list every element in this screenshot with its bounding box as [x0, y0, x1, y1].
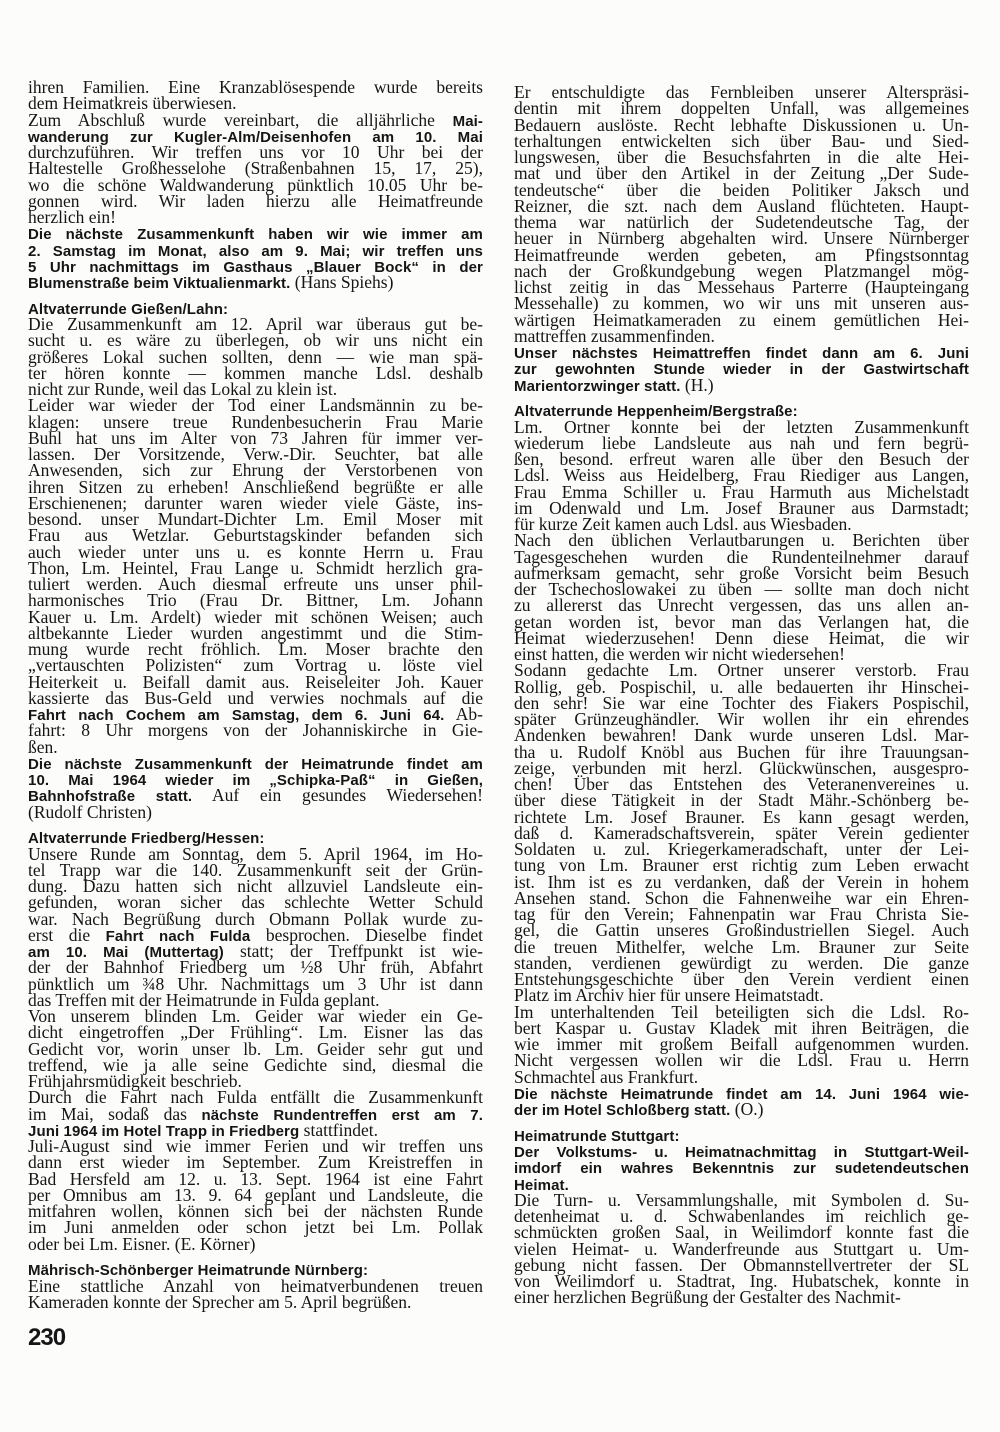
- body-text: detenheimat u. d. Schwabenlandes im reichlich ge-: [514, 1206, 969, 1226]
- bold-text: Fahrt nach Fulda: [105, 927, 251, 945]
- body-text: tendeutsche“ über die beiden Politiker Jaksch und: [514, 179, 969, 200]
- body-text: mat und über den Artikel in der Zeitung „Der Sude-: [514, 163, 969, 184]
- body-text: im Mai, sodaß das: [28, 1103, 202, 1124]
- body-text: das Treffen mit der Heimatrunde in Fulda geplant.: [28, 989, 380, 1010]
- paragraph: [514, 532, 969, 662]
- body-text: standen, verdienen gewürdigt zu werden. Die ganze: [514, 952, 969, 973]
- body-text: Platz im Archiv hier für unsere Heimatstadt.: [514, 985, 824, 1006]
- bold-text: Unser nächstes Heimattreffen findet dann am 6. Juni: [514, 345, 969, 362]
- bold-text: am 10. Mai (Muttertag): [28, 944, 224, 961]
- body-text: tag für den Verein; Fahnenpatin war Frau Christa Sie-: [514, 904, 969, 924]
- body-text: daß d. Kameradschaftsverein, später Verein gedienter: [514, 822, 969, 843]
- body-text: Heimat wiederzusehen! Denn diese Heimat, die wir: [514, 627, 969, 648]
- section-heading: [514, 1127, 969, 1143]
- paragraph: [28, 1138, 483, 1252]
- body-text: Buhl hat uns im Alter von 73 Jahren für immer ver-: [28, 427, 483, 448]
- text-line: [28, 1291, 483, 1312]
- body-text: gefunden, woran sicher das schlechte Wetter Schuld: [28, 892, 483, 913]
- bold-text: der im Hotel Schloßberg statt.: [514, 1102, 731, 1119]
- text-line: [28, 242, 483, 258]
- text-line: [28, 755, 483, 771]
- body-text: wie immer mit großem Beifall aufgenommen wurden.: [514, 1034, 969, 1054]
- body-text: Zum Abschluß wurde vereinbart, die alljährliche: [28, 109, 453, 130]
- body-text: altbekannte Lieder wurden angestimmt und die Stim-: [28, 622, 483, 643]
- body-text: dann erst wieder im September. Zum Kreistreffen in: [28, 1152, 483, 1173]
- body-text: terhaltungen entwickelten sich über Bau- und Sied-: [514, 130, 969, 151]
- text-line: [28, 274, 483, 290]
- text-line: [514, 344, 969, 360]
- body-text: Von unserem blinden Lm. Geider war wieder ein Ge-: [28, 1006, 483, 1026]
- body-text: kassierte das Bus-Geld und verwies nochmals auf die: [28, 687, 483, 708]
- body-text: Bad Hersfeld am 12. u. 13. Sept. 1964 ist eine Fahrt: [28, 1168, 483, 1189]
- body-text: wo die schöne Waldwanderung pünktlich 10.05 Uhr be-: [28, 174, 483, 195]
- text-line: [514, 1143, 969, 1159]
- bold-text: wanderung zur Kugler-Alm/Deisenhofen am 10. Mai: [28, 128, 483, 146]
- body-text: durchzuführen. Wir treffen uns vor 10 Uhr bei der: [28, 142, 483, 162]
- body-text: der der Bahnhof Friedberg um ½8 Uhr früh, Abfahrt: [28, 957, 483, 978]
- body-text: oder bei Lm. Eisner. (E. Körner): [28, 1233, 256, 1254]
- body-text: Kauer u. Lm. Ardelt) wieder mit schönen Weisen; auch: [28, 606, 483, 627]
- body-text: herzlich ein!: [28, 207, 116, 227]
- body-text: besprochen. Dieselbe findet: [250, 924, 483, 945]
- text-line: [28, 225, 483, 244]
- paragraph: [514, 1001, 969, 1087]
- body-text: stattfindet.: [299, 1119, 378, 1140]
- body-text: Die Turn- u. Versammlungshalle, mit Symbolen d. Su-: [514, 1189, 969, 1210]
- body-text: gebung nicht fassen. Der Obmannstellvertreter der SL: [514, 1254, 969, 1275]
- paragraph: [28, 1089, 483, 1138]
- body-text: Anwesenden, sich zur Ehrung der Verstorbenen von: [28, 460, 483, 481]
- body-text: Nicht vergessen wollen wir die Ldsl. Frau u. Herrn: [514, 1050, 969, 1071]
- body-text: zeige, verbunden mit herzl. Glückwünschen, ausgespro-: [514, 757, 969, 778]
- body-text: wärtigen Heimatkameraden zu einem gemütlichen Hei-: [514, 309, 969, 330]
- paragraph: [28, 1008, 483, 1089]
- body-text: Frau Emma Schiller u. Frau Harmuth aus Michelstadt: [514, 481, 969, 502]
- body-text: (Rudolf Christen): [28, 801, 152, 822]
- body-text: größeres Lokal suchen sollten, denn — wie man spä-: [28, 346, 483, 367]
- paragraph: [28, 843, 483, 1010]
- text-line: [514, 1159, 969, 1178]
- body-text: im Juni anmelden oder schon jetzt bei Lm. Pollak: [28, 1217, 483, 1238]
- body-text: einst hatten, die werden wir nicht wiedersehen!: [514, 644, 845, 664]
- text-line: [28, 1233, 483, 1254]
- body-text: Messehalle) zu kommen, wo wir uns mit unseren aus-: [514, 293, 969, 314]
- text-line: [28, 687, 483, 708]
- body-text: aufmerksam gemacht, sehr große Vorsicht beim Besuch: [514, 562, 969, 583]
- body-text: mitfahren wollen, können sich bei der nächsten Runde: [28, 1201, 483, 1221]
- body-text: im Odenwald und Lm. Josef Brauner aus Darmstadt;: [514, 497, 969, 518]
- body-text: nach der Großkundgebung wegen Platzmangel mög-: [514, 260, 969, 281]
- body-text: (H.): [680, 374, 714, 395]
- body-text: ihren Familien. Eine Kranzablösespende wurde bereits: [28, 77, 483, 97]
- paragraph: [514, 660, 969, 1006]
- bold-text: Heimat.: [514, 1176, 569, 1194]
- body-text: auch wieder unter uns u. es konnte Herrn u. Frau: [28, 541, 483, 562]
- body-text: Lm. Ortner konnte bei der letzten Zusammenkunft: [514, 416, 969, 437]
- body-text: zu allererst das Unrecht vergessen, das uns allen an-: [514, 595, 969, 616]
- bold-text: Mährisch-Schönberger Heimatrunde Nürnberg:: [28, 1262, 369, 1280]
- body-text: dem Heimatkreis überwiesen.: [28, 93, 237, 114]
- paragraph: [514, 1085, 969, 1118]
- body-text: Erschienenen; darunter waren wieder viele Gäste, ins-: [28, 492, 483, 513]
- body-text: thema war natürlich der Sudetendeutsche Tag, der: [514, 212, 969, 232]
- body-text: Frühjahrsmüdigkeit beschrieb.: [28, 1071, 242, 1091]
- body-text: war. Nach Begrüßung durch Obmann Pollak wurde zu-: [28, 908, 483, 929]
- body-text: mung wurde recht fröhlich. Lm. Moser brachte den: [28, 639, 483, 659]
- body-text: treffend, wie ja alle seine Gedichte sind, diesmal die: [28, 1054, 483, 1075]
- body-text: Schmachtel aus Frankfurt.: [514, 1066, 699, 1087]
- text-line: [28, 801, 483, 822]
- paragraph: [28, 755, 483, 820]
- body-text: ist. Ihm ist es zu verdanken, daß der Verein in hohem: [514, 871, 969, 892]
- paragraph: [28, 316, 483, 397]
- bold-text: Marientorzwinger statt.: [514, 377, 681, 395]
- body-text: Heimatfreunde werden gebeten, am Pfingstsonntag: [514, 244, 969, 265]
- body-text: (Hans Spiehs): [290, 272, 394, 292]
- paragraph: [514, 84, 969, 344]
- body-text: per Omnibus am 13. 9. 64 geplant und Landsleute, die: [28, 1184, 483, 1205]
- body-text: Juli-August sind wie immer Ferien und wir treffen uns: [28, 1136, 483, 1156]
- body-text: Tagesgeschehen wurden die Rundenteilnehmer darauf: [514, 546, 969, 567]
- body-text: Entstehungsgeschichte über den Verein verdient einen: [514, 969, 969, 989]
- body-text: Heiterkeit u. Beifall damit aus. Reiseleiter Joh. Kauer: [28, 671, 483, 692]
- body-text: nicht zur Runde, weil das Lokal zu klein ist.: [28, 379, 338, 399]
- body-text: Die Zusammenkunft am 12. April war überaus gut be-: [28, 314, 483, 334]
- body-text: gonnen wird. Wir laden hierzu alle Heimatfreunde: [28, 190, 483, 211]
- body-text: lichst zeitig in das Messehaus Parterre (Haupteingang: [514, 277, 969, 297]
- paragraph: [514, 344, 969, 393]
- body-text: Frau aus Wetzlar. Geburtstagskinder befanden sich: [28, 525, 483, 546]
- body-text: wiederum liebe Landsleute aus nah und fern begrü-: [514, 432, 969, 453]
- body-text: die treuen Mithelfer, welche Lm. Brauner zur Seite: [514, 936, 969, 957]
- body-text: getan worden ist, bevor man das Verlangen hat, die: [514, 611, 969, 632]
- text-line: [28, 109, 483, 130]
- paragraph: [28, 79, 483, 112]
- body-text: Er entschuldigte das Fernbleiben unserer Alterspräsi-: [514, 82, 969, 102]
- body-text: dicht eingetroffen „Der Frühling“. Lm. Eisner las das: [28, 1022, 483, 1043]
- body-text: tha u. Rudolf Knöbl aus Buchen für ihre Trauungsan-: [514, 741, 969, 762]
- paragraph: [514, 416, 969, 534]
- body-text: tel Trapp war die 140. Zusammenkunft seit der Grün-: [28, 859, 483, 880]
- body-text: „vertauschten Polizisten“ zum Vortrag u. löste viel: [28, 655, 483, 676]
- body-text: Reizner, die szt. nach dem Ausland flüchteten. Haupt-: [514, 195, 969, 216]
- bold-text: imdorf ein wahres Bekenntnis zur sudetendeutschen: [514, 1160, 969, 1178]
- body-text: schmückten großen Saal, in Weilimdorf konnte fast die: [514, 1222, 969, 1243]
- bold-text: Altvaterrunde Heppenheim/Bergstraße:: [514, 403, 798, 421]
- column-right: [514, 84, 969, 1306]
- text-line: [28, 258, 483, 274]
- text-line: [28, 720, 483, 741]
- body-text: Durch die Fahrt nach Fulda entfällt die Zusammenkunft: [28, 1087, 483, 1108]
- bold-text: Altvaterrunde Gießen/Lahn:: [28, 300, 229, 318]
- paragraph: [514, 1189, 969, 1308]
- body-text: tung von Lm. Brauner erst richtig zum Leben erwacht: [514, 855, 969, 876]
- body-text: Haltestelle Großhesselohe (Straßenbahnen 15, 17, 25),: [28, 158, 483, 179]
- text-line: [28, 1103, 483, 1124]
- paragraph: [28, 225, 483, 290]
- text-line: [28, 209, 483, 225]
- body-text: später Grünzeughändler. Wir wollen ihr ein ehrendes: [514, 709, 969, 729]
- column-left: [28, 79, 483, 1310]
- body-text: ßen, besond. erfreut waren alle über den Besuch der: [514, 449, 969, 469]
- body-text: Bedauern auslöste. Recht lebhafte Diskussionen u. Un-: [514, 114, 969, 135]
- bold-text: Der Volkstums- u. Heimatnachmittag in Stuttgart-Weil-: [514, 1144, 969, 1161]
- body-text: Auf ein gesundes Wiedersehen!: [192, 785, 483, 806]
- paragraph: [28, 397, 483, 755]
- body-text: dentin mit ihrem doppelten Unfall, was allgemeines: [514, 98, 969, 119]
- bold-text: Die nächste Zusammenkunft haben wir wie immer am: [28, 226, 483, 244]
- body-text: für kurze Zeit kamen auch Ldsl. aus Wiesbaden.: [514, 514, 852, 534]
- body-text: mattreffen zusammenfinden.: [514, 325, 715, 346]
- body-text: Ab-: [444, 704, 483, 724]
- text-line: [514, 1066, 969, 1087]
- body-text: Im unterhaltenden Teil beteiligten sich die Ldsl. Ro-: [514, 1001, 969, 1022]
- bold-text: Fahrt nach Cochem am Samstag, dem 6. Juni 64.: [28, 707, 445, 724]
- bold-text: Blumenstraße beim Viktualienmarkt.: [28, 275, 291, 292]
- body-text: besond. unser Mundart-Dichter Lm. Emil Moser mit: [28, 509, 483, 529]
- text-line: [514, 325, 969, 346]
- paragraph: [28, 109, 483, 227]
- body-text: Ansehen stand. Schon die Fahnenweihe war ein Ehren-: [514, 887, 969, 908]
- body-text: ßen.: [28, 736, 58, 757]
- bold-text: 5 Uhr nachmittags im Gasthaus „Blauer Bock“ in der: [28, 258, 483, 276]
- body-text: Leider war wieder der Tod einer Landsmännin zu be-: [28, 395, 483, 416]
- body-text: ter hören konnte — kommen manche Ldsl. deshalb: [28, 362, 483, 383]
- bold-text: Bahnhofstraße statt.: [28, 788, 193, 806]
- body-text: Nach den üblichen Verlautbarungen u. Berichten über: [514, 530, 969, 551]
- body-text: Gedicht vor, worin unser lb. Lm. Geider sehr gut und: [28, 1038, 483, 1059]
- body-text: Sodann gedachte Lm. Ortner unserer verstorb. Frau: [514, 660, 969, 681]
- bold-text: Die nächste Zusammenkunft der Heimatrunde findet am: [28, 755, 483, 773]
- body-text: tuliert werden. Auch diesmal erfreute uns unser phil-: [28, 574, 483, 594]
- body-text: erst die: [28, 924, 106, 945]
- text-line: [28, 736, 483, 757]
- body-text: Thon, Lm. Heintel, Frau Lange u. Schmidt herzlich gra-: [28, 557, 483, 578]
- body-text: Soldaten u. zul. Kriegerkameradschaft, unter der Lei-: [514, 839, 969, 859]
- bold-text: zur gewohnten Stunde wieder in der Gastwirtschaft: [514, 361, 969, 379]
- body-text: Kameraden konnte der Sprecher am 5. April begrüßen.: [28, 1291, 412, 1312]
- body-text: heuer in Nürnberg abgehalten wird. Unsere Nürnberger: [514, 228, 969, 249]
- bold-text: Juni 1964 im Hotel Trapp in Friedberg: [28, 1122, 300, 1140]
- paragraph: [28, 1275, 483, 1312]
- text-line: [514, 374, 969, 395]
- body-text: über diese Tätigkeit in der Stadt Mähr.-Schönberg be-: [514, 790, 969, 811]
- body-text: Eine stattliche Anzahl von heimatverbundenen treuen: [28, 1275, 483, 1296]
- text-line: [514, 1287, 969, 1308]
- body-text: harmonisches Trio (Frau Dr. Bittner, Lm. Johann: [28, 590, 483, 611]
- body-text: lassen. Der Vorsitzende, Verw.-Dir. Seuchter, bat alle: [28, 444, 483, 464]
- body-text: sucht u. es wäre zu überlegen, ob wir uns nicht ein: [28, 330, 483, 351]
- body-text: dung. Dazu hatten sich nicht allzuviel Landsleute ein-: [28, 876, 483, 896]
- bold-text: nächste Rundentreffen erst am 7.: [201, 1106, 483, 1124]
- body-text: fahrt: 8 Uhr morgens von der Johanniskirche in Gie-: [28, 720, 483, 741]
- paragraph: [514, 1143, 969, 1192]
- bold-text: Heimatrunde Stuttgart:: [514, 1127, 680, 1145]
- body-text: klagen: unsere treue Rundenbesucherin Frau Marie: [28, 411, 483, 432]
- body-text: (O.): [730, 1099, 764, 1119]
- bold-text: 10. Mai 1964 wieder im „Schipka-Paß“ in Gießen,: [28, 772, 483, 789]
- body-text: Andenken bewahren! Dank wurde unseren Ldsl. Mar-: [514, 725, 969, 746]
- body-text: lungswesen, über die Besuchsfahrten in die alte Hei-: [514, 147, 969, 167]
- body-text: ihren Sitzen zu erheben! Anschließend begrüßte er alle: [28, 476, 483, 497]
- text-line: [514, 360, 969, 379]
- body-text: der Tschechoslowakei zu üben — sollte man doch nicht: [514, 579, 969, 599]
- body-text: richtete Lm. Josef Brauner. Es kann gesagt werden,: [514, 806, 969, 827]
- bold-text: Altvaterrunde Friedberg/Hessen:: [28, 830, 265, 848]
- body-text: pünktlich um ¾8 Uhr. Nachmittags um 3 Uhr ist dann: [28, 973, 483, 994]
- body-text: den sehr! Sie war eine Tochter des Fiakers Pospischil,: [514, 692, 969, 713]
- body-text: chen! Über das Entstehen des Veteranenvereines u.: [514, 774, 969, 794]
- body-text: vielen Heimat- u. Wanderfreunde aus Stuttgart u. Um-: [514, 1238, 969, 1259]
- text-line: [514, 1127, 969, 1143]
- body-text: von Weilimdorf u. Stadtrat, Ing. Hubatschek, konnte in: [514, 1271, 969, 1291]
- body-text: gel, die Gattin unseres Großindustriellen Siegel. Auch: [514, 920, 969, 941]
- body-text: statt; der Treffpunkt ist wie-: [223, 941, 483, 961]
- text-line: [514, 1101, 969, 1117]
- body-text: einer herzlichen Begrüßung der Gestalter des Nachmit-: [514, 1287, 901, 1308]
- bold-text: Mai-: [452, 112, 483, 130]
- body-text: Unsere Runde am Sonntag, dem 5. April 1964, im Ho-: [28, 843, 483, 864]
- body-text: bert Kaspar u. Gustav Kladek mit ihren Beiträgen, die: [514, 1017, 969, 1038]
- body-text: Rollig, geb. Pospischil, u. alle bedauerten ihr Hinschei-: [514, 676, 969, 697]
- body-text: Ldsl. Weiss aus Heidelberg, Frau Riediger aus Langen,: [514, 465, 969, 486]
- bold-text: Die nächste Heimatrunde findet am 14. Juni 1964 wie-: [514, 1085, 969, 1103]
- bold-text: 2. Samstag im Monat, also am 9. Mai; wir treffen uns: [28, 242, 483, 260]
- page-number: 230: [28, 1324, 66, 1351]
